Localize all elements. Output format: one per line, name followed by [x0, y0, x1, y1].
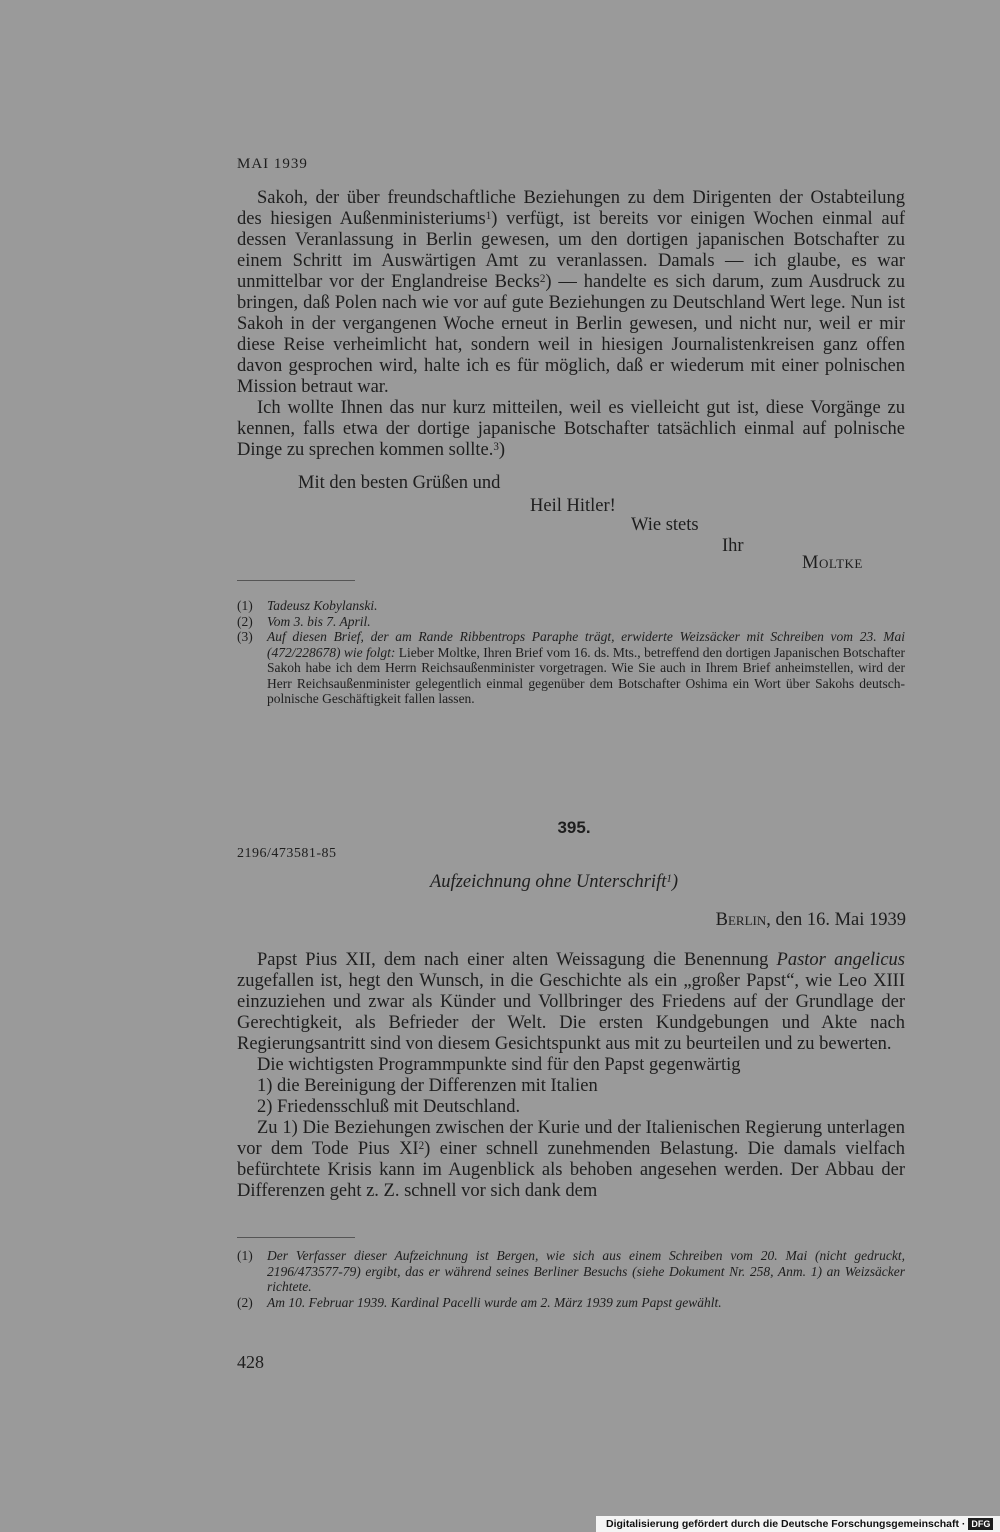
letter-body — [237, 188, 905, 461]
document-paragraph-3-text-b: ) einer schnell zunehmenden Belastung. Die damals vielfach befürchtete Krisis kann im Augenblick als behoben angesehen werden. Der Abbau der Differenzen geht z. Z. schnell vor sich dank dem — [237, 1139, 906, 1201]
closing-greeting: Mit den besten Grüßen und — [298, 473, 501, 493]
footnote-text: Vom 3. bis 7. April. — [267, 613, 371, 629]
footnote — [237, 1295, 905, 1311]
footnote-rule — [237, 1237, 355, 1238]
document-title-end: ) — [671, 872, 679, 892]
footnote-ref: 3 — [493, 441, 499, 454]
letter-paragraph-2-end: ) — [498, 440, 506, 460]
footnotes-document — [237, 1248, 905, 1310]
running-head: MAI 1939 — [237, 156, 308, 172]
signature: Moltke — [802, 553, 863, 573]
page-number: 428 — [237, 1352, 264, 1372]
document-paragraph-3-text-a: Zu 1) Die Beziehungen zwischen der Kurie und der Italienischen Regierung unterlagen vor dem Tode Pius XI — [237, 1118, 905, 1159]
footnote — [237, 629, 905, 707]
footnote-text: Der Verfasser dieser Aufzeichnung ist Bergen, wie sich aus einem Schreiben vom 20. Mai (nicht gedruckt, 2196/473577-79) ergibt, das er während seines Berliner Besuchs (siehe Dokument Nr. 258, Anm. 1) an Weizsäcker richtete. — [267, 1248, 905, 1294]
footnote-ref: 1 — [485, 210, 492, 223]
digitization-footer — [596, 1516, 1000, 1532]
dateline-place: Berlin — [715, 910, 767, 930]
footnote — [237, 614, 905, 630]
file-code: 2196/473581-85 — [237, 846, 337, 861]
footnote-text-italic: Auf diesen Brief, der am Rande Ribbentrops Paraphe trägt, erwiderte Weizsäcker mit Schreiben vom 23. Mai (472/228678) wie folgt: — [267, 629, 905, 660]
document-paragraph-1 — [237, 950, 905, 1055]
document-paragraph-1-text-a: Papst Pius XII, dem nach einer alten Weissagung die Benennung — [257, 950, 777, 970]
letter-paragraph-1-text-c: ) — handelte es sich darum, zum Ausdruck zu bringen, daß Polen nach wie vor auf gute Beziehungen zu Deutschland Wert lege. Nun ist Sakoh in der vergangenen Woche erneut in Berlin gewesen, und nicht nur, weil er mir diese Reise verheimlicht hat, sondern weil in hiesigen Journalistenkreisen ganz offen davon gesprochen wird, halte ich es für möglich, daß er wiederum mit einer polnischen Mission betraut war. — [237, 272, 905, 397]
letter-paragraph-1-text-b: ) verfügt, ist bereits vor einigen Wochen einmal auf dessen Veranlassung in Berlin gewesen, um den dortigen japanischen Botschafter zu einem Schritt im Auswärtigen Amt zu veranlassen. Damals — ich glaube, es war unmittelbar vor der Englandreise Becks — [237, 209, 905, 292]
footnote-number: (1) — [237, 1248, 253, 1263]
dateline — [716, 910, 906, 931]
footnote-ref: 2 — [539, 273, 546, 286]
list-item: 1) die Bereinigung der Differenzen mit Italien — [257, 1076, 598, 1096]
list-item: 2) Friedensschluß mit Deutschland. — [257, 1097, 521, 1117]
dateline-date: , den 16. Mai 1939 — [766, 910, 906, 930]
footnote-number: (2) — [237, 1294, 253, 1310]
footnote-ref: 2 — [418, 1140, 425, 1153]
closing-salute: Heil Hitler! — [530, 496, 616, 516]
footnote-text: Tadeusz Kobylanski. — [267, 598, 378, 613]
footnote-number: (2) — [237, 613, 253, 629]
footnote-number: (3) — [237, 629, 253, 644]
footnotes-letter — [237, 598, 905, 707]
letter-paragraph-1 — [237, 188, 905, 398]
letter-paragraph-2 — [237, 398, 905, 461]
footnote-ref: 1 — [666, 873, 672, 886]
document-title — [430, 872, 678, 893]
footer-text: Digitalisierung gefördert durch die Deutsche Forschungsgemeinschaft · — [606, 1518, 966, 1530]
document-number: 395. — [557, 818, 591, 837]
closing-as-always: Wie stets — [631, 515, 699, 535]
footnote — [237, 598, 905, 614]
dfg-logo-icon: DFG — [968, 1518, 993, 1530]
letter-paragraph-2-text: Ich wollte Ihnen das nur kurz mitteilen, weil es vielleicht gut ist, diese Vorgänge zu kennen, falls etwa der dortige japanische Botschafter tatsächlich einmal auf polnische Dinge zu sprechen kommen sollte. — [237, 398, 905, 460]
document-paragraph-3 — [237, 1118, 905, 1202]
document-paragraph-2: Die wichtigsten Programmpunkte sind für den Papst gegenwärtig — [257, 1055, 741, 1075]
footnote-text-quote: Lieber Moltke, Ihren Brief vom 16. ds. Mts., betreffend den dortigen Japanischen Botschafter Sakoh habe ich dem Herrn Reichsaußenminister vorgetragen. Wie Sie auch in Ihrem Brief anheimstellen, wird der Herr Reichsaußenminister gelegentlich einmal gegenüber dem Botschafter Oshima ein Wort über Sakohs deutsch-polnische Geschäftigkeit fallen lassen. — [267, 644, 905, 706]
footnote — [237, 1248, 905, 1295]
closing-yours: Ihr — [722, 536, 744, 556]
footnote-text — [267, 629, 905, 707]
footnote-rule — [237, 580, 355, 581]
footnote-number: (1) — [237, 598, 253, 613]
document-body — [237, 950, 905, 1202]
document-title-text: Aufzeichnung ohne Unterschrift — [430, 872, 667, 892]
document-paragraph-1-italic: Pastor angelicus — [776, 950, 905, 970]
letter-paragraph-1-text-a: Sakoh, der über freundschaftliche Beziehungen zu dem Dirigenten der Ostabteilung des hiesigen Außenministeriums — [237, 188, 905, 229]
document-paragraph-1-text-b: zugefallen ist, hegt den Wunsch, in die Geschichte als ein „großer Papst“, wie Leo XIII einzuziehen und zwar als Künder und Vollbringer des Friedens auf der Grundlage der Gerechtigkeit, als Befrieder der Welt. Die ersten Kundgebungen und Akte nach Regierungsantritt sind von diesem Gesichtspunkt aus mit zu beurteilen und zu bewerten. — [237, 971, 905, 1054]
footnote-text: Am 10. Februar 1939. Kardinal Pacelli wurde am 2. März 1939 zum Papst gewählt. — [267, 1294, 722, 1310]
